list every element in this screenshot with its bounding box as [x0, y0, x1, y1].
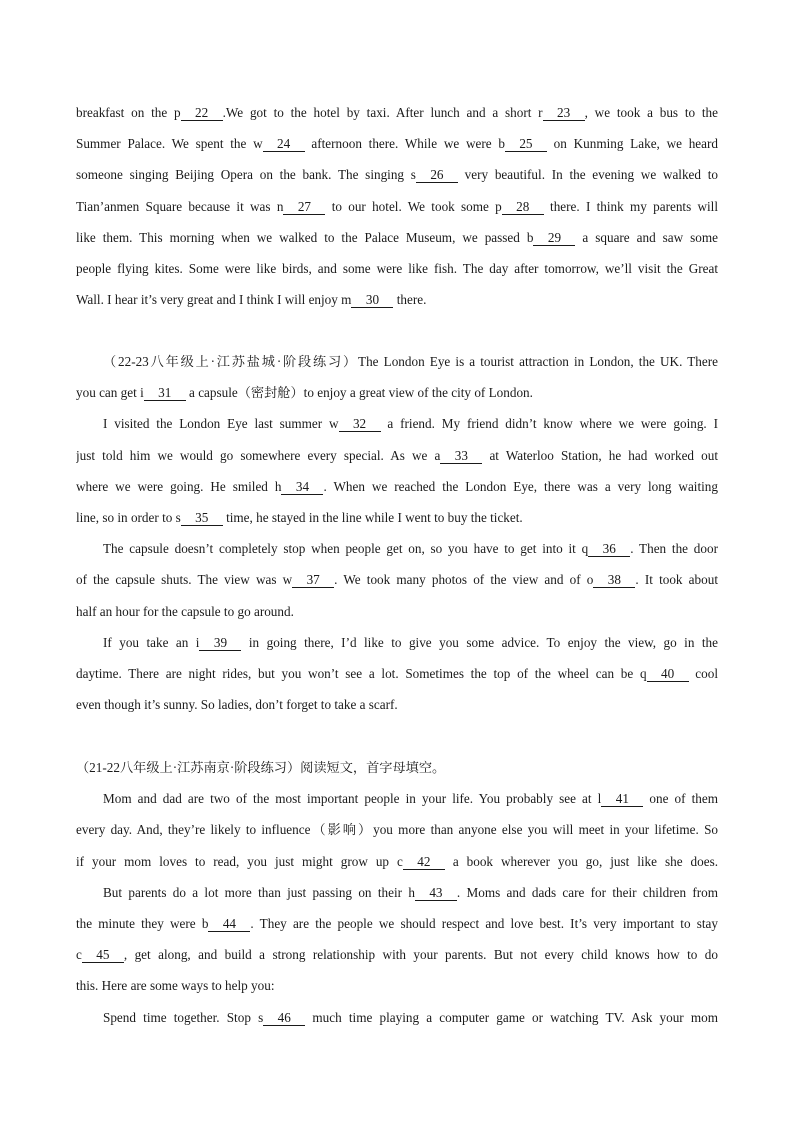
- passage-beijing-trip: [76, 97, 718, 315]
- answer-blank[interactable]: 42: [403, 855, 445, 870]
- text-line: where we were going. He smiled h 34 . When we reached the London Eye, there was a very long waiting: [76, 478, 718, 494]
- passage-london-eye: [76, 346, 718, 720]
- text-line: like them. This morning when we walked to the Palace Museum, we passed b 29 a square and saw some: [76, 229, 718, 245]
- text-line: line, so in order to s 35 time, he stayed in the line while I went to buy the ticket.: [76, 509, 523, 525]
- answer-blank[interactable]: 28: [502, 200, 544, 215]
- text-line: if your mom loves to read, you just might grow up c 42 a book wherever you go, just like she does.: [76, 853, 718, 869]
- answer-blank[interactable]: 32: [339, 417, 381, 432]
- text-line: just told him we would go somewhere every special. As we a 33 at Waterloo Station, he had worked out: [76, 447, 718, 463]
- text-line: Summer Palace. We spent the w 24 afternoon there. While we were b 25 on Kunming Lake, we heard: [76, 136, 718, 152]
- text-line: half an hour for the capsule to go around.: [76, 603, 294, 619]
- text-line: Wall. I hear it’s very great and I think I will enjoy m 30 there.: [76, 292, 427, 308]
- text-line: Tian’anmen Square because it was n 27 to our hotel. We took some p 28 there. I think my parents will: [76, 198, 718, 214]
- text-line: Mom and dad are two of the most important people in your life. You probably see at l 41 one of them: [103, 791, 718, 807]
- text-line: you can get i 31 a capsule（密封舱）to enjoy a great view of the city of London.: [76, 385, 533, 401]
- answer-blank[interactable]: 41: [601, 792, 643, 807]
- text-line: I visited the London Eye last summer w 32 a friend. My friend didn’t know where we were going. I: [103, 416, 718, 432]
- answer-blank[interactable]: 44: [208, 917, 250, 932]
- text-line: c 45 , get along, and build a strong relationship with your parents. But not every child knows how to do: [76, 947, 718, 963]
- answer-blank[interactable]: 26: [416, 168, 458, 183]
- answer-blank[interactable]: 24: [263, 137, 305, 152]
- text-line: of the capsule shuts. The view was w 37 . We took many photos of the view and of o 38 . It took about: [76, 572, 718, 588]
- answer-blank[interactable]: 35: [181, 511, 223, 526]
- answer-blank[interactable]: 40: [647, 667, 689, 682]
- answer-blank[interactable]: 38: [593, 573, 635, 588]
- answer-blank[interactable]: 37: [292, 573, 334, 588]
- text-line: daytime. There are night rides, but you won’t see a lot. Sometimes the top of the wheel can be q 40 cool: [76, 665, 718, 681]
- passage-heading-line: （22-23八年级上·江苏盐城·阶段练习）The London Eye is a tourist attraction in London, the UK. There: [103, 354, 718, 369]
- answer-blank[interactable]: 31: [144, 386, 186, 401]
- passage-heading-line: （21-22八年级上·江苏南京·阶段练习）阅读短文，首字母填空。: [76, 760, 446, 775]
- text-line: this. Here are some ways to help you:: [76, 978, 275, 994]
- answer-blank[interactable]: 43: [415, 886, 457, 901]
- text-line: Spend time together. Stop s 46 much time playing a computer game or watching TV. Ask your mom: [103, 1009, 718, 1025]
- answer-blank[interactable]: 23: [543, 106, 585, 121]
- text-line: people flying kites. Some were like birds, and some were like fish. The day after tomorrow, we’ll visit the Great: [76, 260, 718, 276]
- answer-blank[interactable]: 27: [283, 200, 325, 215]
- text-line: the minute they were b 44 . They are the people we should respect and love best. It’s very important to stay: [76, 915, 718, 931]
- text-line: breakfast on the p 22 .We got to the hotel by taxi. After lunch and a short r 23 , we took a bus to the: [76, 105, 718, 120]
- text-line: even though it’s sunny. So ladies, don’t forget to take a scarf.: [76, 697, 398, 713]
- passage-parents: [76, 752, 718, 1033]
- answer-blank[interactable]: 46: [263, 1011, 305, 1026]
- text-line: But parents do a lot more than just passing on their h 43 . Moms and dads care for their children from: [103, 884, 718, 900]
- answer-blank[interactable]: 30: [351, 293, 393, 308]
- text-line: every day. And, they’re likely to influence（影响）you more than anyone else you will meet in your lifetime. So: [76, 822, 718, 838]
- answer-blank[interactable]: 36: [588, 542, 630, 557]
- text-line: someone singing Beijing Opera on the bank. The singing s 26 very beautiful. In the evening we walked to: [76, 167, 718, 183]
- answer-blank[interactable]: 22: [181, 106, 223, 121]
- answer-blank[interactable]: 39: [199, 636, 241, 651]
- answer-blank[interactable]: 25: [505, 137, 547, 152]
- answer-blank[interactable]: 34: [281, 480, 323, 495]
- answer-blank[interactable]: 45: [82, 948, 124, 963]
- text-line: The capsule doesn’t completely stop when people get on, so you have to get into it q 36 . Then the door: [103, 541, 718, 557]
- answer-blank[interactable]: 29: [533, 231, 575, 246]
- answer-blank[interactable]: 33: [440, 449, 482, 464]
- text-line: If you take an i 39 in going there, I’d like to give you some advice. To enjoy the view, go in the: [103, 634, 718, 650]
